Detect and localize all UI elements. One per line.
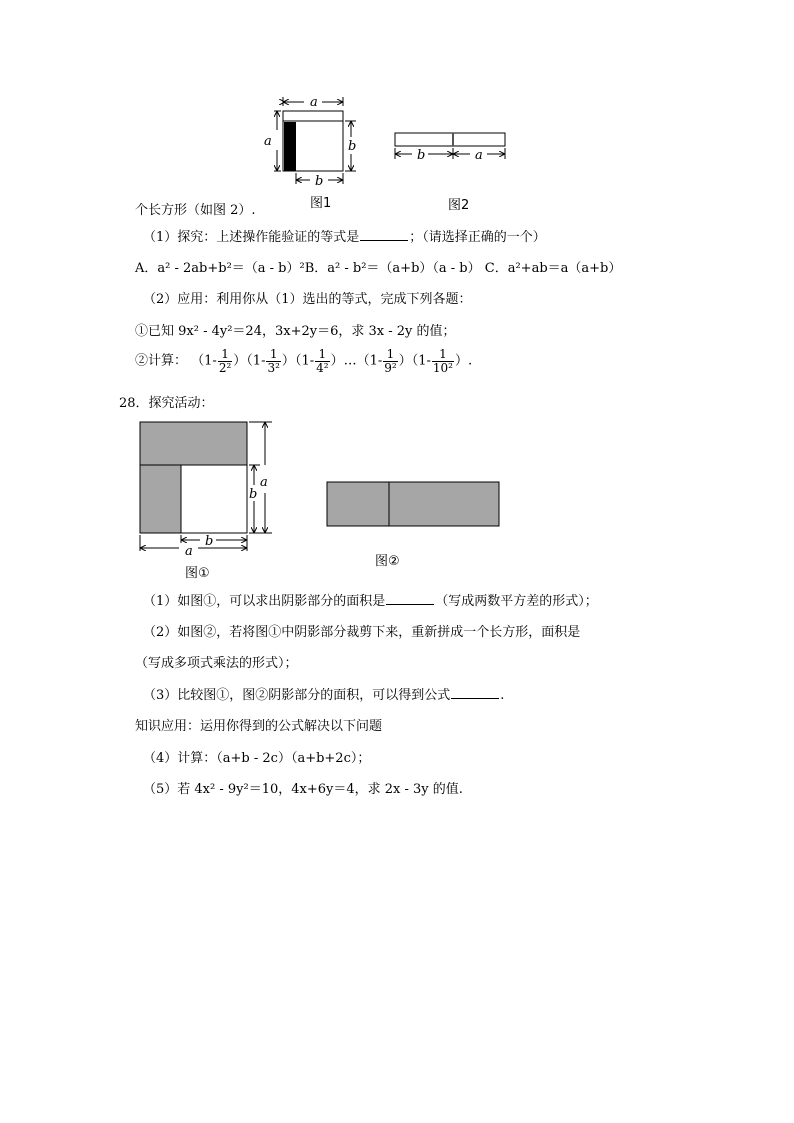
- fraction-denominator: 4²: [316, 360, 329, 375]
- shade-left: [140, 465, 181, 533]
- q28-fig1-label-a-bottom: a: [185, 544, 193, 559]
- fig1-label-a-left: a: [264, 134, 272, 149]
- fig1-label-b-bottom: b: [315, 174, 324, 189]
- q28-fig1-caption: 图①: [185, 566, 210, 581]
- paren-close: ）: [454, 353, 468, 369]
- q28-part2-tail: （写成多项式乘法的形式）；: [135, 656, 298, 671]
- fraction: [383, 348, 397, 374]
- q28-knowledge: 知识应用：运用你得到的公式解决以下问题: [135, 719, 383, 734]
- q28-part1-tail: （写成两数平方差的形式）；: [435, 594, 598, 609]
- item2-prefix: ②计算：: [135, 353, 188, 369]
- q28-title: 28．探究活动：: [119, 396, 214, 411]
- paren-open: （1-: [246, 353, 266, 369]
- q28-figure-1: [132, 415, 282, 560]
- shade-rect-right: [389, 482, 499, 526]
- answer-blank: [451, 697, 499, 699]
- q28-part4: （4）计算：（a+b - 2c）（a+b+2c）；: [143, 751, 371, 766]
- q28-part1-text: （1）如图①，可以求出阴影部分的面积是: [143, 594, 386, 609]
- top-figure-1: [262, 92, 362, 192]
- q27-part1-tail: ；（请选择正确的一个）: [409, 230, 546, 245]
- ellipsis: …: [343, 353, 357, 369]
- q28-part3-tail: .: [500, 688, 505, 703]
- fraction: [266, 348, 280, 374]
- q28-part3-text: （3）比较图①，图②阴影部分的面积，可以得到公式: [143, 688, 451, 703]
- q28-part2: （2）如图②，若将图①中阴影部分裁剪下来，重新拼成一个长方形，面积是: [143, 625, 581, 640]
- fraction-numerator: 1: [315, 348, 329, 362]
- fraction: [432, 348, 454, 374]
- q28-part5: （5）若 4x² - 9y²＝10，4x+6y＝4，求 2x - 3y 的值.: [143, 782, 463, 797]
- q28-fig1-label-a-right: a: [260, 475, 268, 490]
- q27-part1: [143, 231, 546, 244]
- q27-options: [135, 262, 621, 275]
- fraction-numerator: 1: [432, 348, 454, 362]
- fraction: [218, 348, 232, 374]
- fig2-label-b: b: [417, 148, 426, 163]
- fraction-numerator: 1: [266, 348, 280, 362]
- fig2-caption: 图2: [448, 198, 470, 213]
- option-a: A．a² - 2ab+b²＝（a - b）²: [135, 261, 305, 276]
- paren-open: （1-: [191, 353, 217, 369]
- shade-top: [140, 422, 247, 465]
- paren-close: ）: [330, 353, 344, 369]
- q27-part2: （2）应用：利用你从（1）选出的等式，完成下列各题：: [143, 292, 472, 307]
- fig1-caption: 图1: [310, 196, 332, 211]
- shade-rect-left: [327, 482, 389, 526]
- fraction: [315, 348, 329, 374]
- q28-fig2-caption: 图②: [375, 554, 400, 569]
- q27-intro: 个长方形（如图 2）.: [135, 203, 256, 218]
- q28-figure-2: [324, 478, 504, 530]
- paren-close: ）: [233, 353, 247, 369]
- fraction-denominator: 2²: [218, 360, 232, 375]
- answer-blank: [386, 603, 434, 605]
- fraction-numerator: 1: [383, 348, 397, 362]
- fig1-label-b-right: b: [348, 139, 357, 154]
- option-c: C．a²+ab＝a（a+b）: [484, 261, 622, 276]
- q28-fig1-label-b-bottom: b: [205, 534, 214, 549]
- paren-open: （1-: [294, 353, 315, 369]
- q28-part1: [143, 595, 598, 608]
- q27-item2: [135, 348, 472, 374]
- q27-item1: ①已知 9x² - 4y²＝24，3x+2y＝6，求 3x - 2y 的值；: [135, 324, 456, 339]
- q28-part3: [143, 689, 504, 702]
- answer-blank: [360, 239, 408, 241]
- option-b: B．a² - b²＝（a+b）（a - b）: [304, 261, 481, 276]
- fraction-denominator: 3²: [267, 360, 280, 375]
- fig2-label-a: a: [475, 148, 483, 163]
- paren-close: ）: [398, 353, 412, 369]
- fraction-denominator: 9²: [384, 360, 397, 375]
- paren-open: （1-: [411, 353, 431, 369]
- q27-part1-text: （1）探究：上述操作能验证的等式是: [143, 230, 360, 245]
- top-figure-2: [392, 128, 512, 168]
- fig1-label-a-top: a: [310, 95, 318, 110]
- fraction-numerator: 1: [218, 348, 232, 362]
- paren-open: （1-: [356, 353, 383, 369]
- paren-close: ）: [281, 353, 295, 369]
- fraction-denominator: 10²: [432, 360, 453, 375]
- q28-fig1-label-b-right: b: [249, 487, 258, 502]
- period: .: [468, 353, 473, 369]
